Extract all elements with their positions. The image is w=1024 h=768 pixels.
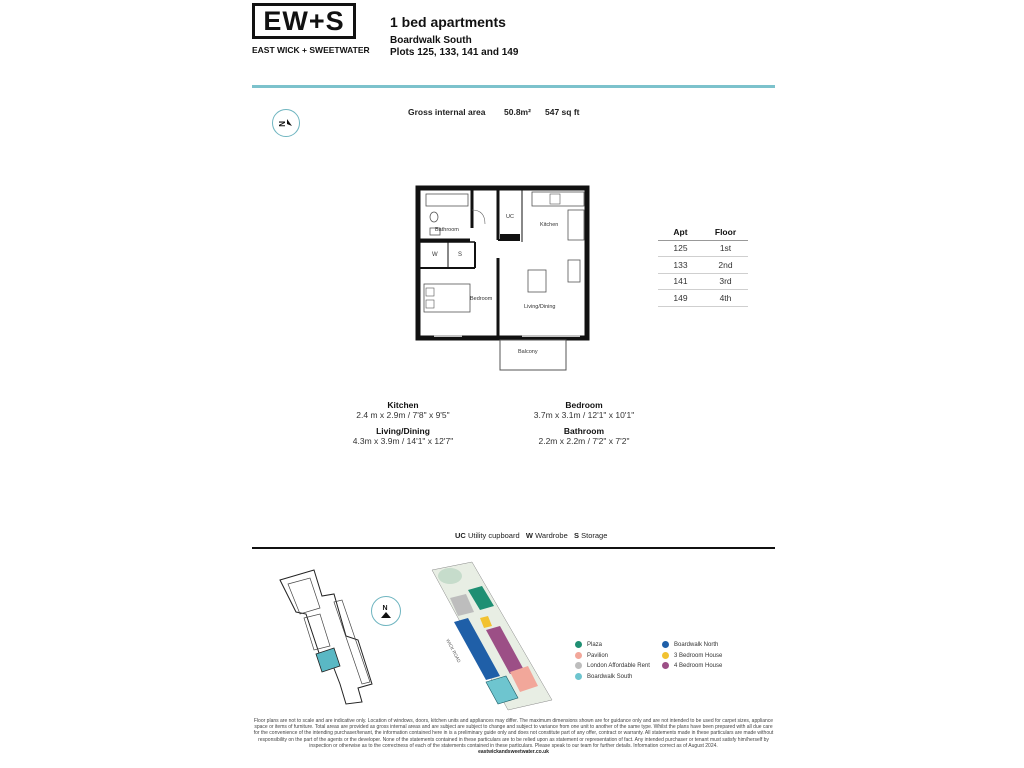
room-name: Bathroom — [563, 426, 605, 436]
floor-plan — [400, 180, 600, 380]
legend-swatch — [662, 641, 669, 648]
legal-disclaimer — [252, 718, 775, 755]
site-plan-map — [428, 560, 556, 712]
logo-tagline: EAST WICK + SWEETWATER — [252, 45, 370, 55]
room-name: Bedroom — [565, 400, 603, 410]
room-name: Living/Dining — [376, 426, 430, 436]
table-row — [658, 274, 748, 291]
road-label: WICK ROAD — [445, 638, 462, 664]
room-size: 2.4 m x 2.9m / 7'8" x 9'5" — [356, 410, 450, 420]
disclaimer-text: Floor plans are not to scale and are indicative only. Location of windows, doors, kitchen units and appliances may differ. The maximum dimensions shown are for guidance only and are not intended to be used for carpet sizes, appliance space or items of furniture. Total areas are provided as gross internal areas and are subject are subject to change and subject to variance from one unit to another of the same type. Whilst the plans have been prepared with all due care for the convenience of the intending purchaser/tenant, the information contained here in is a preliminary guide only and does not constitute part of any offer, contract or warranty. All statements made in these particulars are made without responsibility on the part of the agents or the developer. None of the statements contained in these particulars are to be relied upon as statement or representation of fact. Any intended purchaser or tenant must satisfy him/herself by inspection or otherwise as to the correctness of each of the statements contained in these particulars. Please speak to our team for further details. Information correct as of August 2024. — [253, 718, 774, 749]
uc-label: UC — [506, 214, 514, 220]
plots-label: Plots 125, 133, 141 and 149 — [390, 47, 519, 58]
legend-item — [575, 641, 602, 648]
legend-label: Boardwalk North — [674, 641, 719, 648]
table-row — [658, 290, 748, 307]
legend-label: 4 Bedroom House — [674, 662, 723, 669]
table-row — [658, 241, 748, 258]
legend-swatch — [575, 673, 582, 680]
legend-label: Pavilion — [587, 652, 609, 659]
key-abbr: W — [525, 531, 533, 540]
legend-swatch — [575, 662, 582, 669]
legend-label: Plaza — [587, 641, 603, 648]
key-text: Wardrobe — [535, 531, 568, 540]
key-abbr: UC — [455, 531, 466, 540]
abbreviation-key — [455, 531, 607, 540]
sink-icon — [550, 194, 560, 204]
key-text: Utility cupboard — [467, 531, 520, 540]
legend-label: Boardwalk South — [587, 673, 633, 680]
key-text: Storage — [581, 531, 608, 540]
page-title: 1 bed apartments — [390, 14, 506, 30]
dining-table-icon — [568, 260, 580, 282]
balcony — [500, 340, 566, 370]
legend-item — [575, 662, 650, 669]
floor-header: Floor — [714, 226, 737, 237]
sofa-icon — [528, 270, 546, 292]
bathroom-label: Bathroom — [435, 227, 459, 233]
table-header — [658, 224, 748, 241]
logo-mark: EW+S — [263, 5, 345, 36]
apartment-floor-table — [658, 224, 748, 307]
dimension-kitchen — [333, 400, 473, 420]
apt-number: 141 — [673, 276, 688, 287]
gross-area-label: Gross internal area — [408, 107, 486, 117]
wardrobe-label: W — [432, 252, 438, 258]
legend-swatch — [575, 652, 582, 659]
svg-text:N: N — [277, 121, 286, 127]
legend-item — [662, 652, 722, 659]
floor-value: 3rd — [719, 276, 732, 287]
north-arrow-icon — [273, 110, 299, 136]
header-divider — [252, 85, 775, 88]
key-abbr: S — [574, 531, 580, 540]
apt-number: 133 — [673, 259, 688, 270]
floor-value: 1st — [719, 243, 732, 254]
legend-item — [575, 673, 632, 680]
gross-area-metric: 50.8m² — [504, 107, 531, 117]
toilet-icon — [430, 212, 438, 222]
legend-swatch — [662, 652, 669, 659]
storage-label: S — [458, 252, 463, 258]
room-size: 4.3m x 3.9m / 14'1" x 12'7" — [352, 436, 454, 446]
north-compass-icon — [371, 596, 401, 626]
north-compass-icon — [272, 109, 300, 137]
room-name: Kitchen — [387, 400, 419, 410]
north-arrow-icon — [372, 597, 400, 625]
legend-item — [662, 641, 718, 648]
legend-label: London Affordable Rent — [587, 662, 650, 669]
highlighted-apartment — [316, 648, 340, 672]
building-name: Boardwalk South — [390, 35, 472, 46]
apt-number: 149 — [673, 292, 688, 303]
bedroom-label: Bedroom — [470, 296, 493, 302]
section-divider — [252, 547, 775, 549]
floor-value: 4th — [719, 292, 732, 303]
kitchen-label: Kitchen — [540, 222, 559, 228]
legend-item — [575, 652, 608, 659]
dimension-living-dining — [333, 426, 473, 446]
room-size: 3.7m x 3.1m / 12'1" x 10'1" — [533, 410, 635, 420]
building-key-plan — [276, 566, 386, 706]
bathtub-icon — [426, 194, 468, 206]
compass-label: N — [382, 605, 388, 612]
apt-number: 125 — [673, 243, 688, 254]
balcony-label: Balcony — [518, 349, 538, 355]
living-dining-label: Living/Dining — [524, 304, 556, 310]
apt-header: Apt — [673, 226, 688, 237]
legend-swatch — [662, 662, 669, 669]
floor-value: 2nd — [718, 259, 733, 270]
dimension-bedroom — [514, 400, 654, 420]
legend-item — [662, 662, 722, 669]
gross-area-imperial: 547 sq ft — [545, 107, 580, 117]
dimension-bathroom — [514, 426, 654, 446]
website-link[interactable]: eastwickandsweetwater.co.uk — [478, 749, 549, 756]
table-row — [658, 257, 748, 274]
legend-swatch — [575, 641, 582, 648]
room-size: 2.2m x 2.2m / 7'2" x 7'2" — [538, 436, 630, 446]
brand-logo — [252, 3, 356, 39]
legend-label: 3 Bedroom House — [674, 652, 723, 659]
